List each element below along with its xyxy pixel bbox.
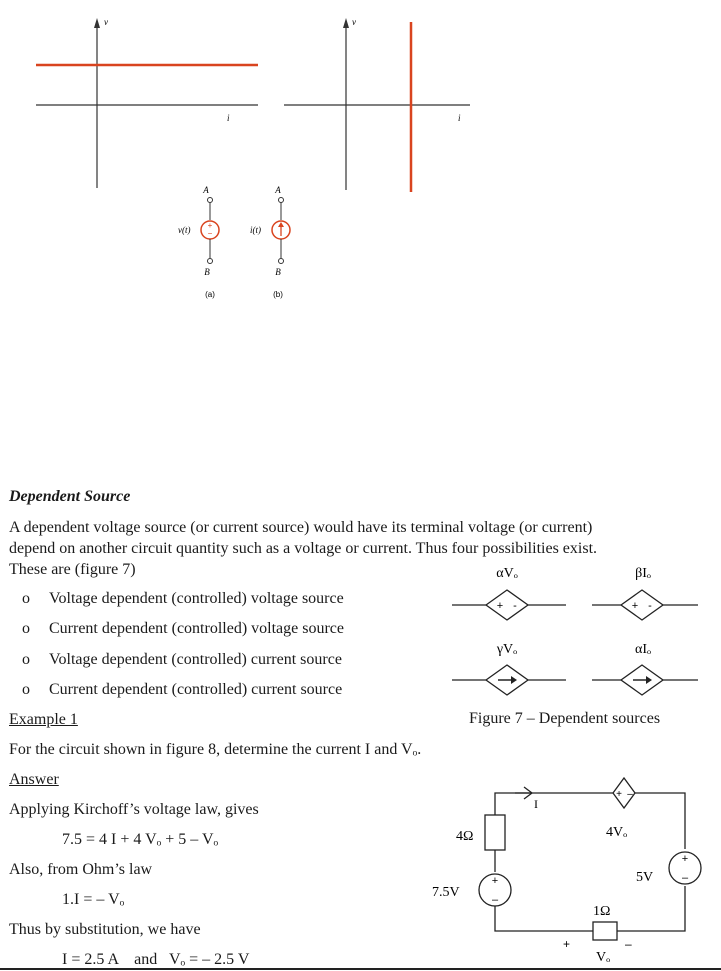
list-item: Current dependent (controlled) current source — [49, 681, 343, 698]
answer-line: Applying Kirchoff’s voltage law, gives — [9, 801, 259, 818]
list-item: Voltage dependent (controlled) voltage source — [49, 590, 344, 607]
ccvs-diamond-icon — [592, 590, 698, 620]
graph-b-x-label: i — [458, 113, 461, 123]
vcvs-diamond-icon — [452, 590, 566, 620]
fig7-label-vcvs: αVₒ — [496, 566, 518, 581]
svg-text:-: - — [513, 600, 517, 612]
source-a-terminal-top — [208, 198, 213, 203]
example-title: Example 1 — [9, 711, 78, 728]
graph-a-y-label: v — [104, 17, 108, 27]
cccs-diamond-icon — [592, 665, 698, 695]
vccs-diamond-icon — [452, 665, 566, 695]
resistor-1ohm — [593, 922, 617, 940]
paragraph-line: depend on another circuit quantity such as a voltage or current. Thus four possibilities exist. — [9, 540, 598, 557]
example-question: For the circuit shown in figure 8, determine the current I and Vₒ. — [9, 741, 422, 758]
source-b-node-top: A — [275, 185, 281, 195]
page-bottom-rule — [0, 968, 721, 970]
source-b-value: i(t) — [250, 225, 261, 235]
voltage-source-a — [178, 185, 219, 299]
list-item: Voltage dependent (controlled) current source — [49, 651, 342, 668]
svg-text:+: + — [616, 789, 622, 800]
source-left-label: 7.5V — [432, 885, 460, 900]
figure-8-circuit — [420, 760, 721, 968]
resistor-4ohm — [485, 815, 505, 850]
svg-text:+: + — [496, 600, 504, 612]
svg-text:+: + — [563, 937, 571, 951]
svg-text:+: + — [681, 853, 689, 865]
fig7-label-ccvs: βIₒ — [635, 566, 651, 581]
svg-text:−: − — [207, 229, 213, 238]
source-b-caption: (b) — [273, 290, 283, 299]
svg-text:–: – — [491, 894, 499, 906]
source-a-node-bottom: B — [204, 267, 210, 277]
section-title: Dependent Source — [9, 488, 131, 505]
svg-text:–: – — [625, 937, 632, 951]
source-a-terminal-bottom — [208, 259, 213, 264]
current-label: I — [534, 797, 538, 811]
bullet-marker: o — [22, 651, 30, 668]
vo-label: Vₒ — [596, 950, 611, 965]
svg-text:+: + — [491, 875, 499, 887]
graph-a — [36, 17, 258, 188]
bullet-marker: o — [22, 681, 30, 698]
top-figure — [0, 0, 721, 320]
bullet-marker: o — [22, 620, 30, 637]
graph-b-y-label: v — [352, 17, 356, 27]
paragraph-line: A dependent voltage source (or current source) would have its terminal voltage (or current) — [9, 519, 593, 536]
equation-result: I = 2.5 A and Vₒ = – 2.5 V — [62, 951, 250, 968]
graph-b-y-arrow-icon — [343, 18, 349, 28]
dep-source-label: 4Vₒ — [606, 825, 628, 840]
r1-label: 4Ω — [456, 829, 474, 844]
answer-line: Also, from Ohm’s law — [9, 861, 153, 878]
source-b-node-bottom: B — [275, 267, 281, 277]
source-a-caption: (a) — [205, 290, 215, 299]
svg-text:-: - — [648, 600, 652, 612]
svg-text:+: + — [207, 221, 213, 230]
source-right-label: 5V — [636, 870, 654, 885]
equation-kvl: 7.5 = 4 I + 4 Vₒ + 5 – Vₒ — [62, 831, 219, 848]
r2-label: 1Ω — [593, 904, 611, 919]
answer-line: Thus by substitution, we have — [9, 921, 201, 938]
source-a-value: v(t) — [178, 225, 191, 235]
graph-a-y-arrow-icon — [94, 18, 100, 28]
figure-7-caption: Figure 7 – Dependent sources — [469, 710, 661, 727]
equation-ohm: 1.I = – Vₒ — [62, 891, 125, 908]
fig7-label-cccs: αIₒ — [634, 642, 652, 657]
graph-b — [284, 17, 470, 192]
figure-7 — [440, 560, 721, 730]
svg-text:+: + — [631, 600, 639, 612]
paragraph-line: These are (figure 7) — [9, 561, 136, 578]
graph-a-x-label: i — [227, 113, 230, 123]
fig7-label-vccs: γVₒ — [496, 642, 518, 657]
current-arrow-icon — [515, 787, 532, 799]
answer-title: Answer — [9, 771, 59, 788]
source-a-node-top: A — [203, 185, 209, 195]
list-item: Current dependent (controlled) voltage source — [49, 620, 344, 637]
bullet-marker: o — [22, 590, 30, 607]
svg-text:–: – — [627, 789, 633, 800]
current-source-b — [250, 185, 290, 299]
svg-text:–: – — [681, 872, 689, 884]
